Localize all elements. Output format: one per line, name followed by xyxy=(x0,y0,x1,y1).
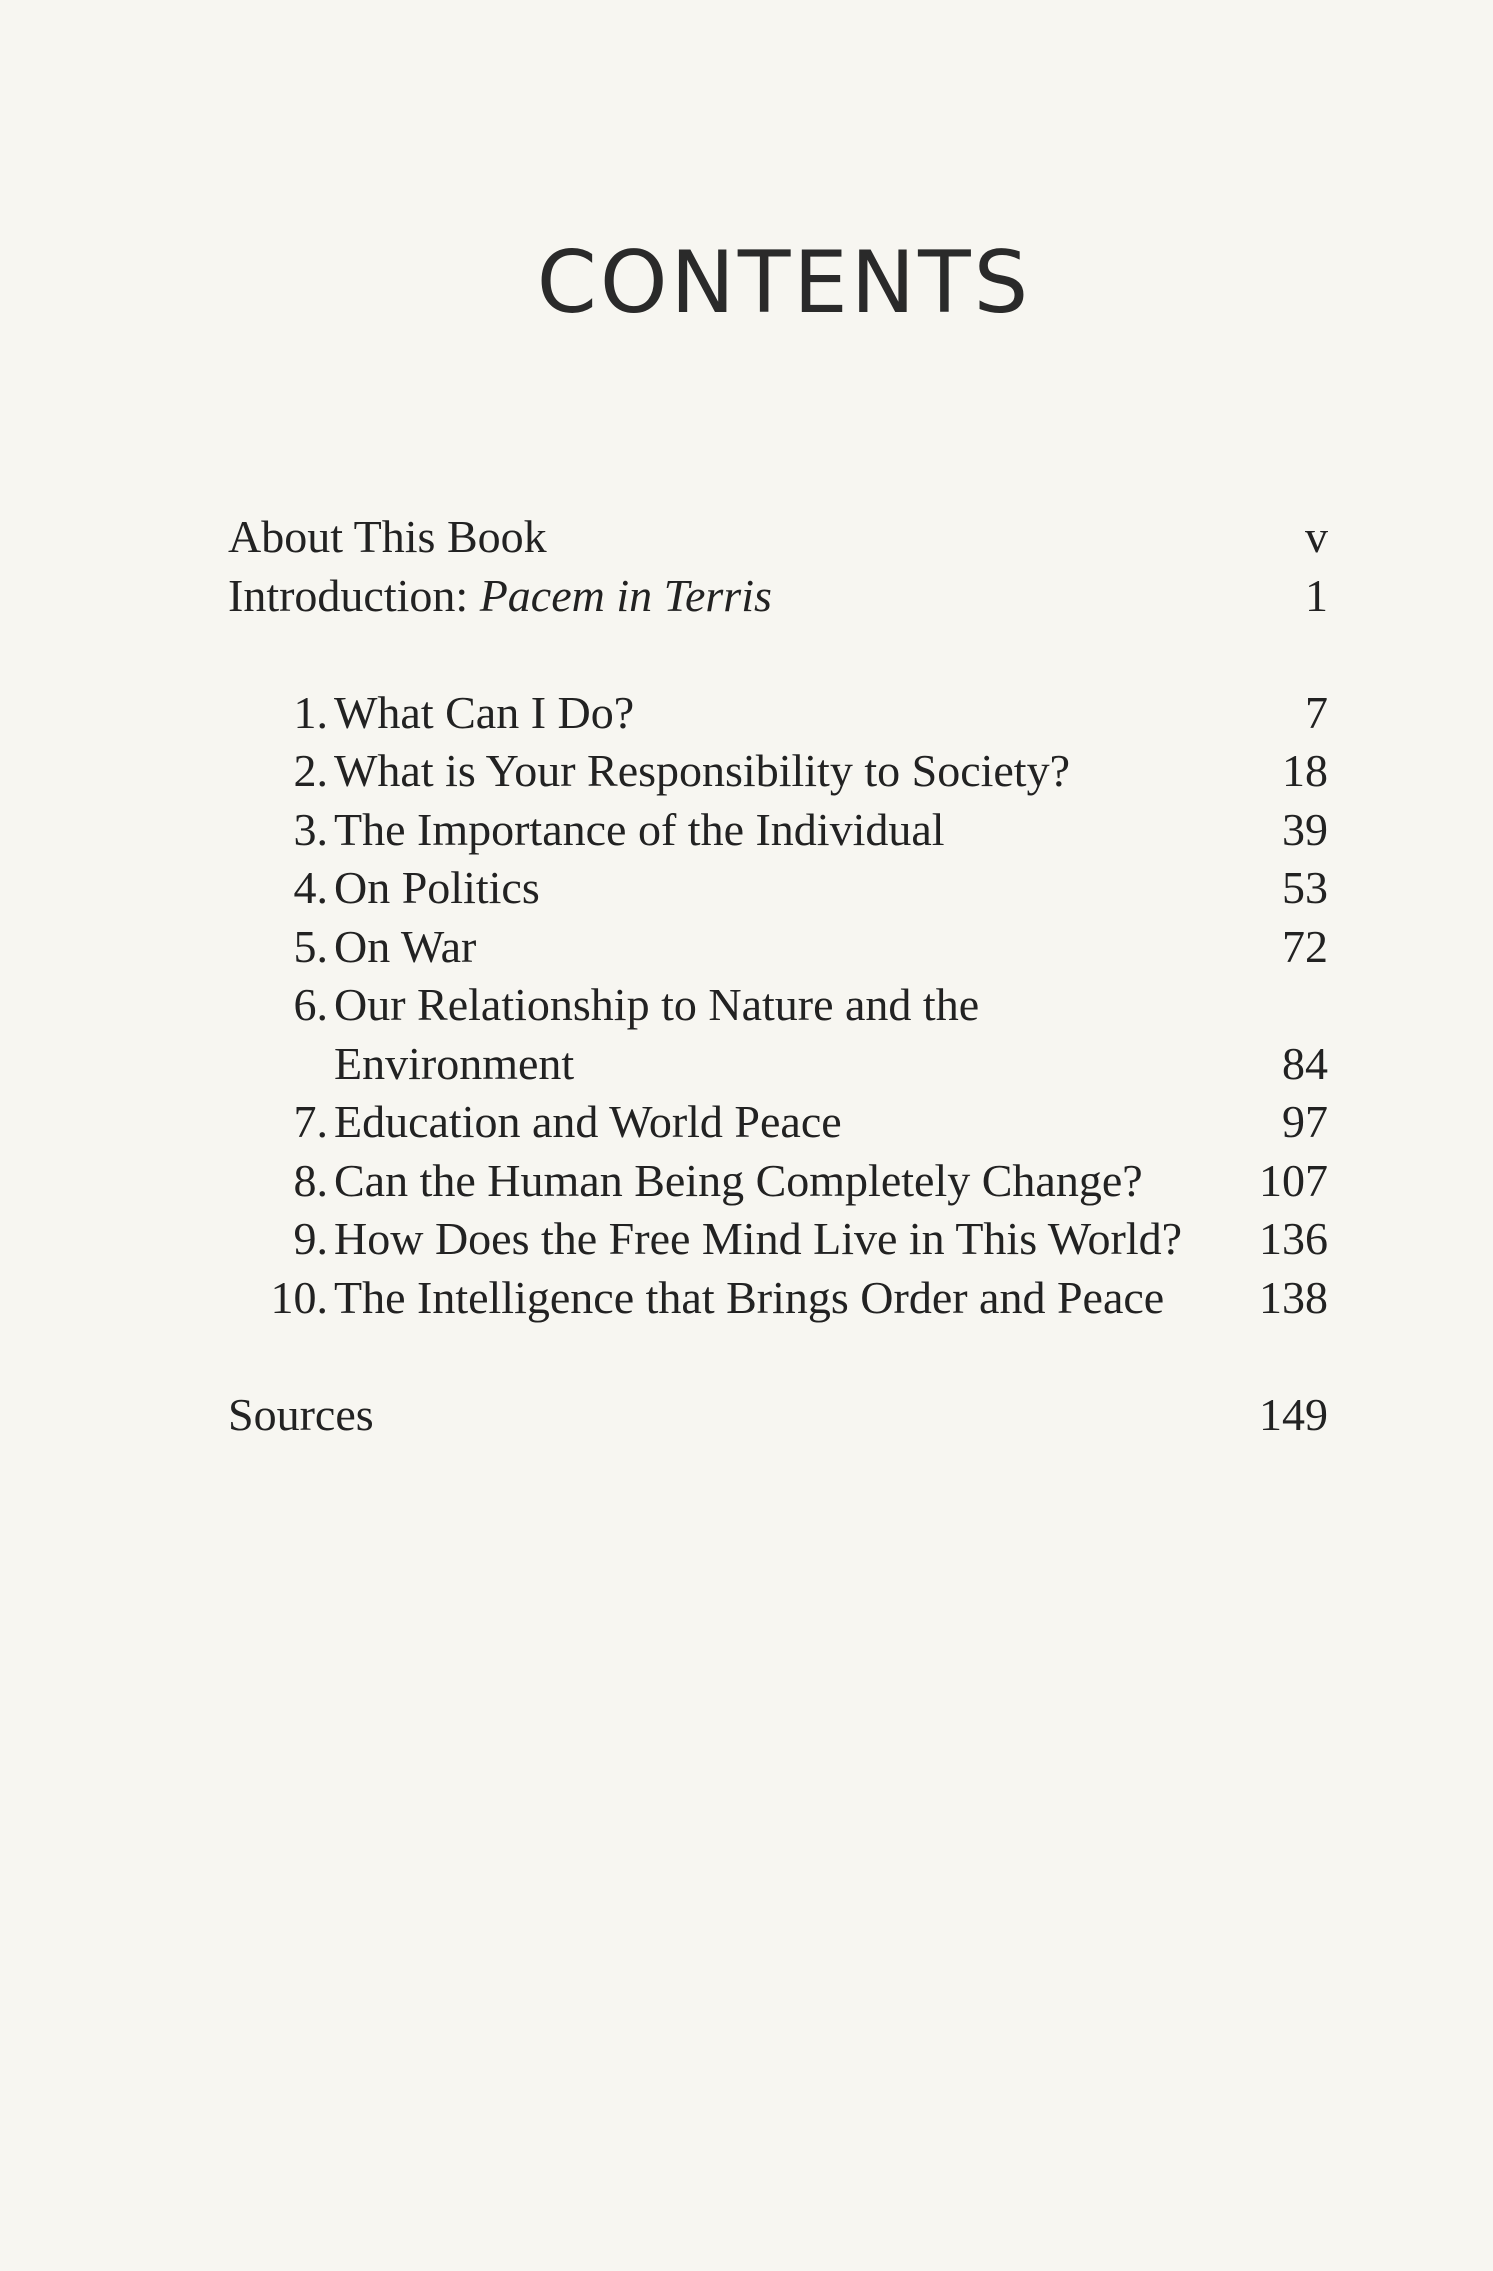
toc-chapter-6-continuation xyxy=(228,1035,1328,1094)
toc-entry-title: Sources xyxy=(228,1388,374,1440)
toc-entry-title xyxy=(228,567,772,626)
toc-chapter-6 xyxy=(228,976,1328,1035)
chapter-page: 84 xyxy=(1282,1037,1328,1089)
chapter-page: 136 xyxy=(1259,1213,1328,1264)
chapter-title: Can the Human Being Completely Change? xyxy=(334,1154,1143,1206)
chapter-title: The Importance of the Individual xyxy=(334,803,945,855)
contents-heading: CONTENTS xyxy=(536,233,1032,333)
toc-entry-page: v xyxy=(1305,511,1328,562)
chapter-title-line1: Our Relationship to Nature and the xyxy=(334,979,980,1030)
chapter-page: 18 xyxy=(1282,745,1328,796)
toc-chapter-3 xyxy=(228,801,1328,860)
section-spacer xyxy=(228,1327,1328,1386)
chapter-title: What Can I Do? xyxy=(334,686,635,738)
chapter-page: 97 xyxy=(1282,1096,1328,1147)
section-spacer xyxy=(228,625,1328,684)
chapter-page: 39 xyxy=(1282,803,1328,855)
chapter-number: 6. xyxy=(293,979,328,1030)
toc-entry-sources xyxy=(228,1386,1328,1445)
toc-entry-page: 149 xyxy=(1259,1388,1328,1440)
chapter-number: 8. xyxy=(293,1154,328,1206)
chapter-number: 10. xyxy=(270,1271,328,1323)
chapter-number: 1. xyxy=(293,686,328,738)
chapter-number: 4. xyxy=(293,862,328,913)
table-of-contents xyxy=(228,508,1328,1444)
chapter-number: 3. xyxy=(293,803,328,855)
toc-entry-introduction xyxy=(228,567,1328,626)
toc-chapter-10 xyxy=(228,1269,1328,1328)
chapter-number: 7. xyxy=(293,1096,328,1147)
toc-chapter-4 xyxy=(228,859,1328,918)
chapter-page: 138 xyxy=(1259,1271,1328,1323)
chapter-title: On War xyxy=(334,920,477,972)
chapter-number: 9. xyxy=(293,1213,328,1264)
toc-chapter-1 xyxy=(228,684,1328,743)
chapter-number: 2. xyxy=(293,745,328,796)
chapter-page: 107 xyxy=(1259,1154,1328,1206)
chapter-page: 72 xyxy=(1282,920,1328,972)
toc-chapter-9 xyxy=(228,1210,1328,1269)
chapter-title: Education and World Peace xyxy=(334,1096,842,1147)
toc-chapter-8 xyxy=(228,1152,1328,1211)
chapter-title: On Politics xyxy=(334,862,540,913)
chapter-page: 53 xyxy=(1282,862,1328,913)
intro-title-prefix: Introduction: xyxy=(228,569,480,621)
chapter-number: 5. xyxy=(293,920,328,972)
toc-entry-title: About This Book xyxy=(228,511,547,562)
toc-chapter-5 xyxy=(228,918,1328,977)
chapter-title-line2: Environment xyxy=(334,1037,575,1089)
chapter-page: 7 xyxy=(1305,686,1328,738)
chapter-title: The Intelligence that Brings Order and Peace xyxy=(334,1271,1165,1323)
toc-chapter-2 xyxy=(228,742,1328,801)
chapter-title: How Does the Free Mind Live in This World? xyxy=(334,1213,1183,1264)
toc-entry-page: 1 xyxy=(1305,569,1328,621)
chapter-title: What is Your Responsibility to Society? xyxy=(334,745,1070,796)
intro-title-italic: Pacem in Terris xyxy=(479,569,772,621)
toc-entry-about xyxy=(228,508,1328,567)
toc-chapter-7 xyxy=(228,1093,1328,1152)
